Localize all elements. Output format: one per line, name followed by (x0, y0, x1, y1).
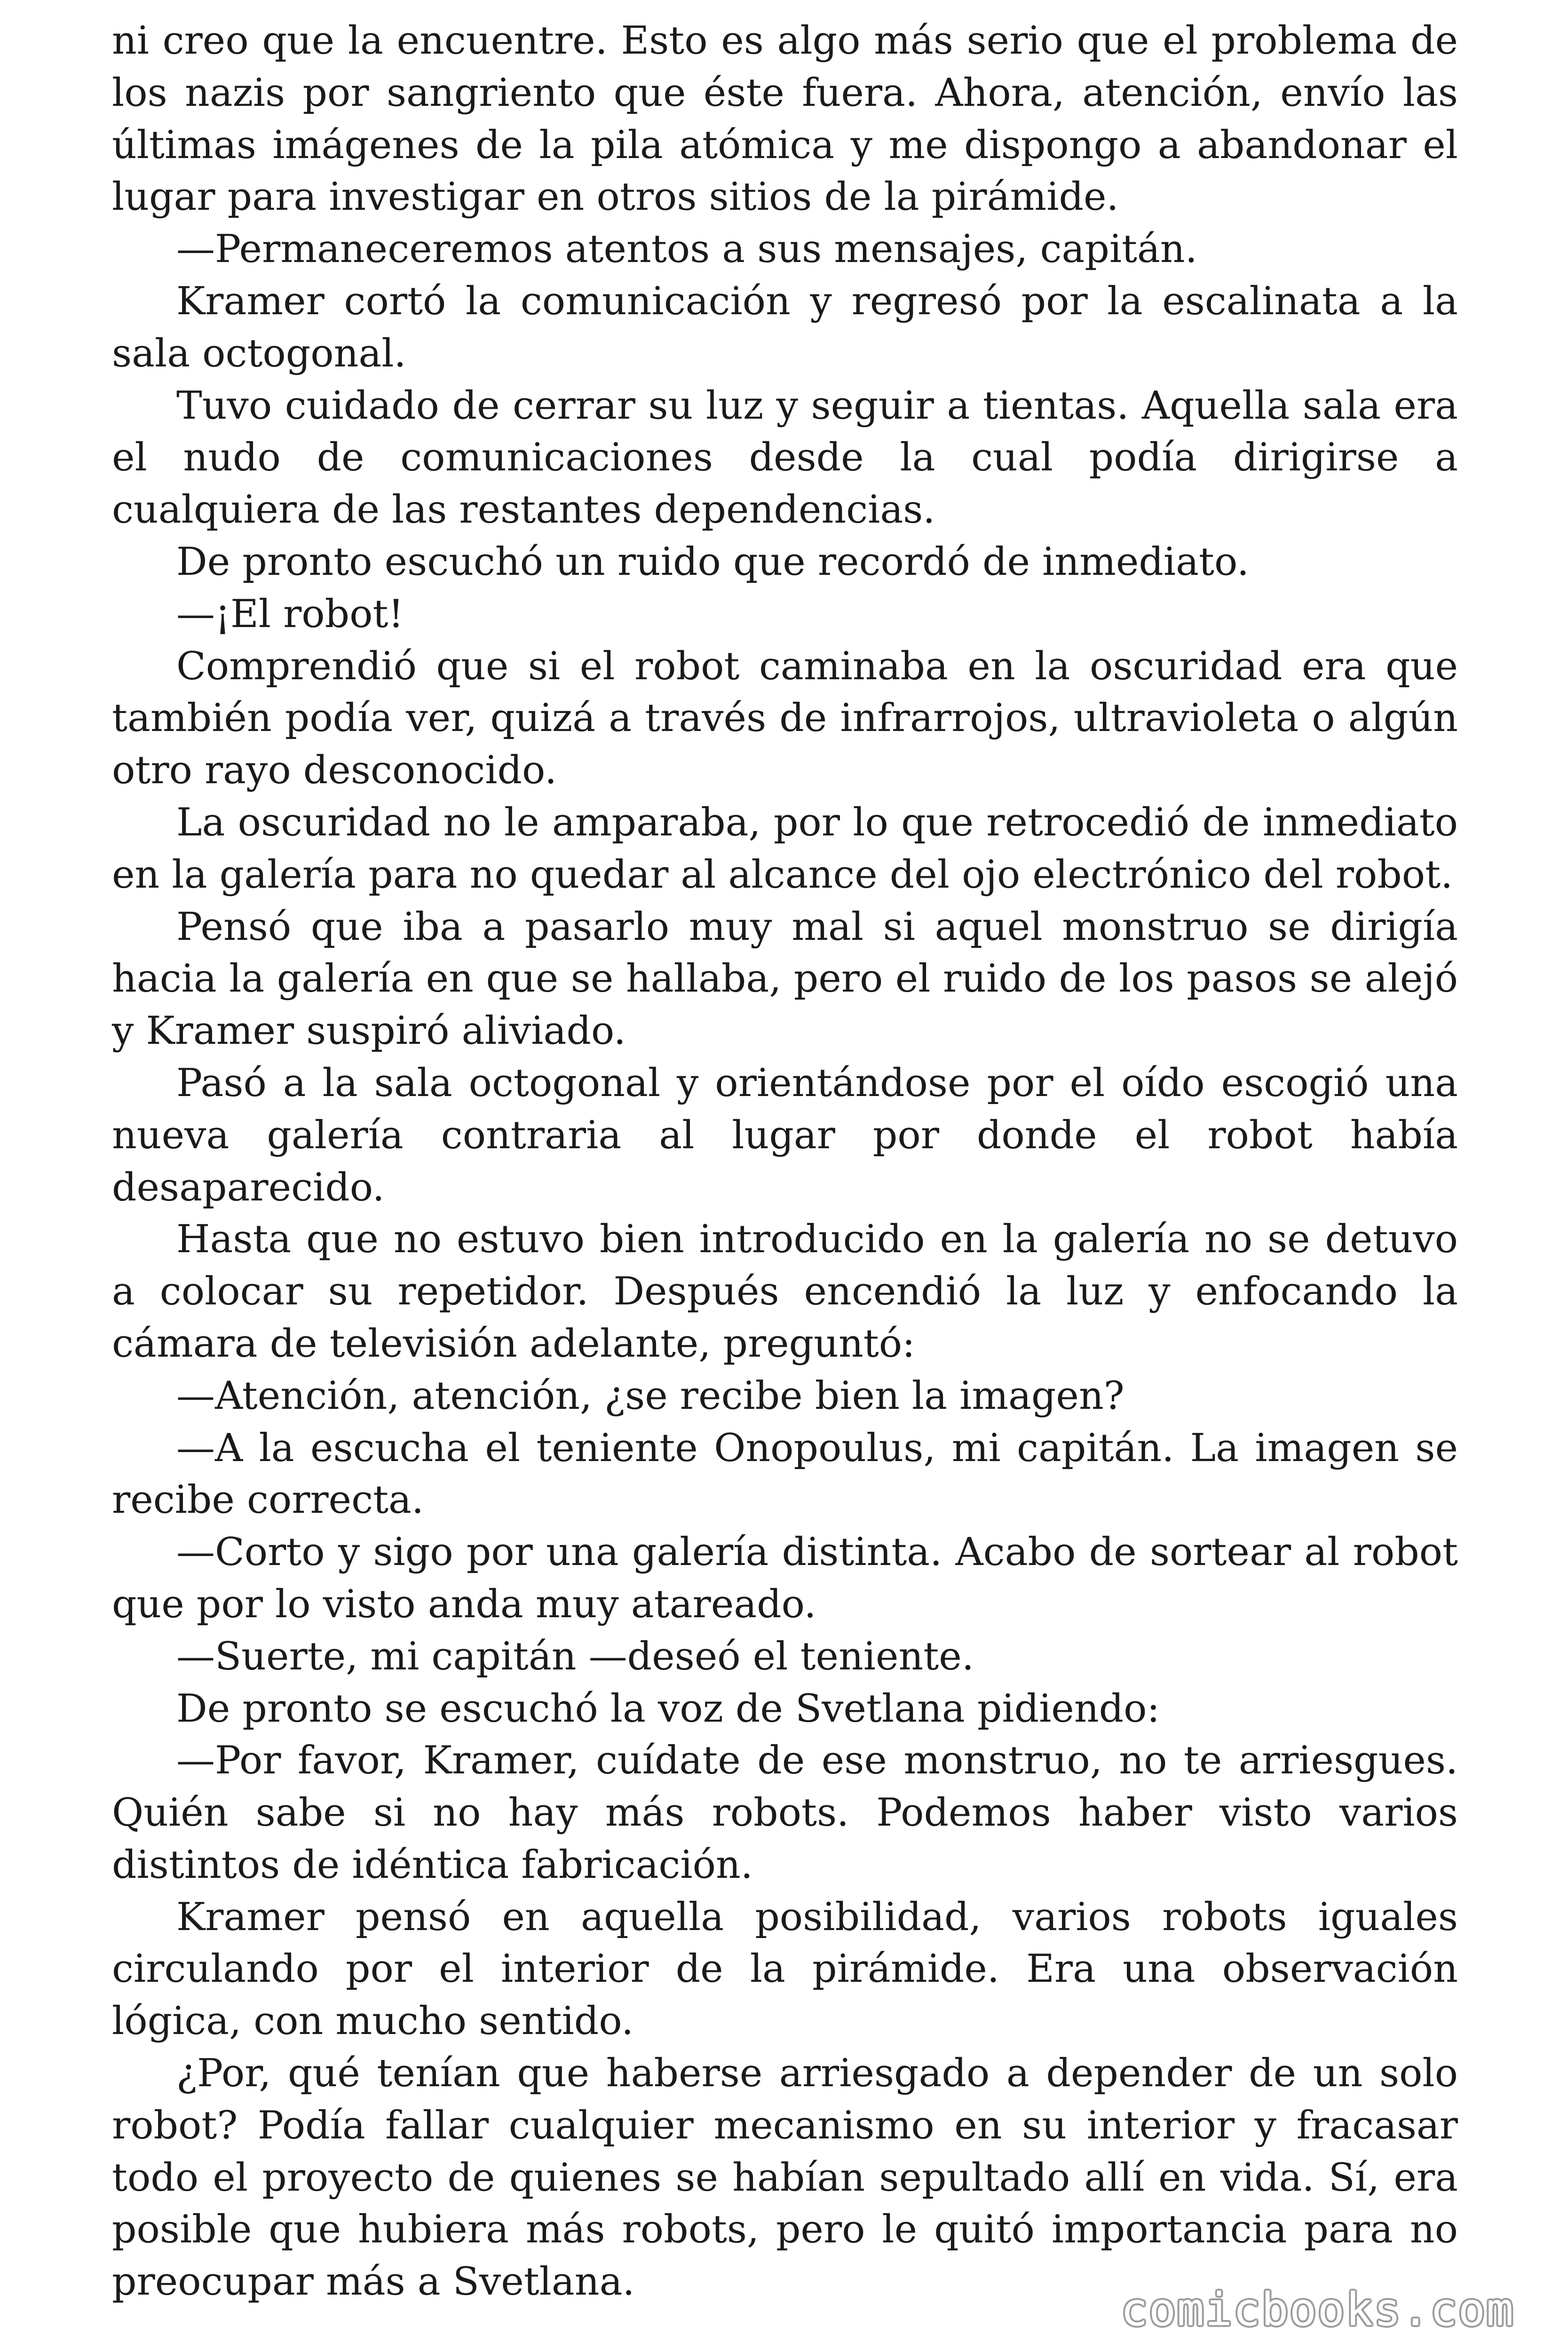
paragraph: Pasó a la sala octogonal y orientándose por el oído escogió una nueva galería contraria al lugar por donde el robot había desaparecido. (112, 1060, 1458, 1210)
watermark-text: comicbooks.com (1120, 2283, 1514, 2336)
paragraph-dialogue: —Permaneceremos atentos a sus mensajes, capitán. (176, 227, 1197, 272)
paragraph-dialogue: —¡El robot! (176, 591, 404, 636)
paragraph: De pronto se escuchó la voz de Svetlana pidiendo: (176, 1686, 1160, 1731)
paragraph-continuation: ni creo que la encuentre. Esto es algo más serio que el problema de los nazis por sangriento que éste fuera. Ahora, atención, envío las últimas imágenes de la pila atómica y me dispongo a abandonar el lugar para investigar en otros sitios de la pirámide. (112, 18, 1458, 220)
paragraph-dialogue: —Suerte, mi capitán —deseó el teniente. (176, 1634, 974, 1679)
paragraph: Tuvo cuidado de cerrar su luz y seguir a tientas. Aquella sala era el nudo de comunicaciones desde la cual podía dirigirse a cualquiera de las restantes dependencias. (112, 383, 1458, 532)
paragraph: De pronto escuchó un ruido que recordó de inmediato. (176, 539, 1249, 584)
paragraph: Pensó que iba a pasarlo muy mal si aquel monstruo se dirigía hacia la galería en que se hallaba, pero el ruido de los pasos se alejó y Kramer suspiró aliviado. (112, 904, 1458, 1054)
paragraph: Kramer cortó la comunicación y regresó por la escalinata a la sala octogonal. (112, 278, 1458, 376)
paragraph-dialogue: —Por favor, Kramer, cuídate de ese monstruo, no te arriesgues. Quién sabe si no hay más robots. Podemos haber visto varios distintos de idéntica fabricación. (112, 1738, 1458, 1887)
book-page-text (112, 15, 1458, 2308)
paragraph: Comprendió que si el robot caminaba en la oscuridad era que también podía ver, quizá a través de infrarrojos, ultravioleta o algún otro rayo desconocido. (112, 644, 1458, 793)
paragraph-dialogue: —Atención, atención, ¿se recibe bien la imagen? (176, 1373, 1125, 1418)
paragraph: La oscuridad no le amparaba, por lo que retrocedió de inmediato en la galería para no quedar al alcance del ojo electrónico del robot. (112, 800, 1458, 897)
paragraph: Kramer pensó en aquella posibilidad, varios robots iguales circulando por el interior de la pirámide. Era una observación lógica, con mucho sentido. (112, 1894, 1458, 2044)
paragraph: ¿Por, qué tenían que haberse arriesgado a depender de un solo robot? Podía fallar cualquier mecanismo en su interior y fracasar todo el proyecto de quienes se habían sepultado allí en vida. Sí, era posible que hubiera más robots, pero le quitó importancia para no preocupar más a Svetlana. (112, 2051, 1458, 2304)
paragraph-dialogue: —A la escucha el teniente Onopoulus, mi capitán. La imagen se recibe correcta. (112, 1425, 1458, 1523)
paragraph-dialogue: —Corto y sigo por una galería distinta. Acabo de sortear al robot que por lo visto anda muy atareado. (112, 1530, 1458, 1627)
paragraph: Hasta que no estuvo bien introducido en la galería no se detuvo a colocar su repetidor. Después encendió la luz y enfocando la cámara de televisión adelante, preguntó: (112, 1217, 1458, 1366)
